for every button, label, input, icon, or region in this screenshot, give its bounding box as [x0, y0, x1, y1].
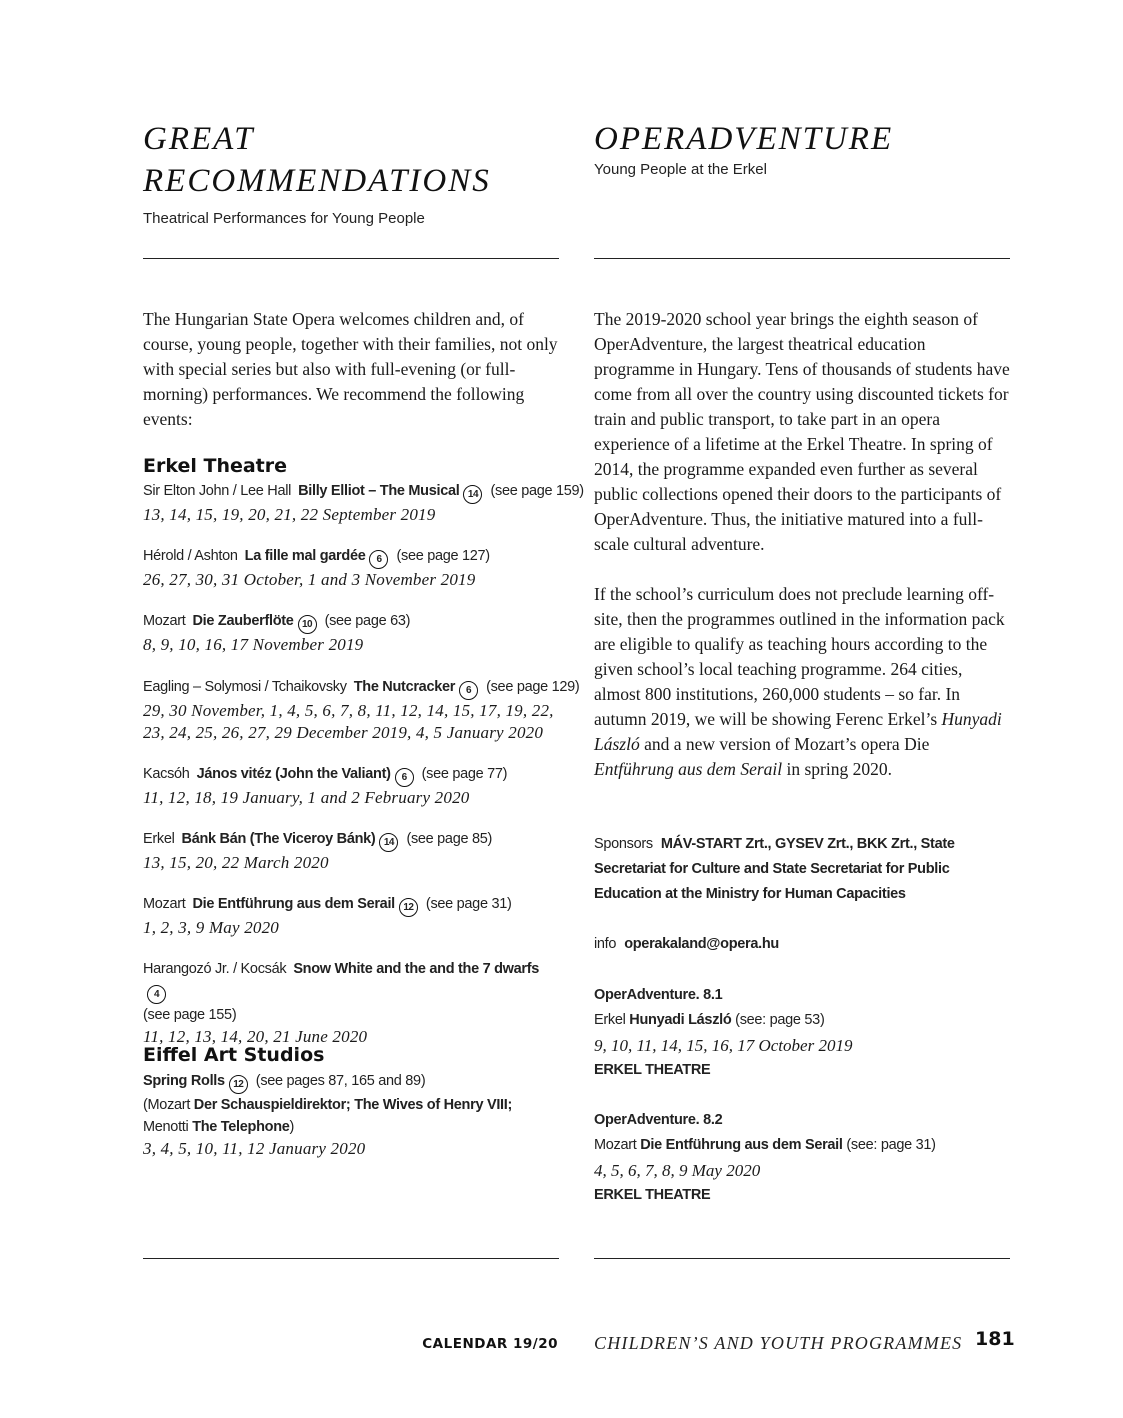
left-title [143, 118, 583, 202]
operadventure-8-2 [594, 1108, 1010, 1208]
event-title: Bánk Bán (The Viceroy Bánk) [181, 831, 376, 847]
page-reference: (see page 155) [143, 1007, 237, 1023]
left-intro: The Hungarian State Opera welcomes children and, of course, young people, together with their families, not only with special series but also with full-evening (or full-morning) performances. We recommend the following events: [143, 309, 558, 429]
event-composer: Mozart [143, 613, 186, 629]
venue-heading-eiffel: Eiffel Art Studios [143, 1044, 325, 1066]
left-title-line1: GREAT [143, 121, 255, 157]
age-rating-badge: 6 [395, 768, 414, 787]
oa-dates: 4, 5, 6, 7, 8, 9 May 2020 [594, 1161, 761, 1180]
age-rating-badge: 12 [229, 1075, 248, 1094]
page-number: 181 [975, 1328, 1015, 1350]
operadventure-8-1 [594, 983, 1010, 1083]
page-reference: (see page 31) [425, 896, 512, 912]
sponsors-label: Sponsors [594, 836, 653, 852]
page-reference: (see page 63) [324, 613, 411, 629]
event-die-zauberflote [143, 610, 563, 656]
oa-venue: ERKEL THEATRE [594, 1062, 711, 1078]
info-block [594, 932, 1010, 957]
event-dates: 13, 15, 20, 22 March 2020 [143, 853, 329, 872]
page-reference: (see page 129) [486, 679, 580, 695]
event-title: The Nutcracker [353, 679, 456, 695]
closing-paren: ) [289, 1119, 295, 1135]
event-title: Spring Rolls [143, 1073, 225, 1089]
age-rating-badge: 14 [463, 485, 482, 504]
oa-work: Die Entführung aus dem Serail [640, 1137, 843, 1153]
footer-calendar-label: CALENDAR 19/20 [422, 1336, 558, 1352]
event-composer: Menotti [143, 1119, 189, 1135]
event-composer: Eagling – Solymosi / Tchaikovsky [143, 679, 347, 695]
page-reference: (see page 77) [421, 766, 508, 782]
right-title: OPERADVENTURE [594, 121, 894, 157]
oa-venue: ERKEL THEATRE [594, 1187, 711, 1203]
right-subtitle: Young People at the Erkel [594, 161, 767, 178]
paragraph-italic: Entführung aus dem Serail [594, 759, 783, 779]
event-title: Billy Elliot – The Musical [298, 483, 460, 499]
event-composer: Hérold / Ashton [143, 548, 238, 564]
event-title-secondary: Der Schauspieldirektor; The Wives of Henry VIII; [193, 1097, 513, 1113]
age-rating-badge: 12 [399, 898, 418, 917]
event-title-tertiary: The Telephone [192, 1119, 290, 1135]
page-reference: (see: page 31) [846, 1137, 936, 1153]
paragraph-italic: Hunyadi László [594, 709, 1002, 754]
event-snow-white [143, 958, 563, 1048]
event-dates: 11, 12, 18, 19 January, 1 and 2 February 2020 [143, 788, 470, 807]
operadventure-paragraph-2 [594, 582, 1010, 782]
oa-composer: Mozart [594, 1137, 637, 1153]
event-janos-vitez [143, 763, 563, 809]
event-bank-ban [143, 828, 563, 874]
page-reference: (see page 159) [490, 483, 584, 499]
event-la-fille-mal-gardee [143, 545, 563, 591]
paragraph-text: If the school’s curriculum does not preclude learning off-site, then the programmes outlined in the information pack are eligible to qualify as teaching hours according to the given school’s local teaching programme. 264 cities, almost 800 institutions, 260,000 students – so far. In autumn 2019, we will be showing Ferenc Erkel’s [594, 584, 1005, 729]
venue-heading-erkel: Erkel Theatre [143, 455, 288, 477]
event-title: Snow White and the and the 7 dwarfs [293, 961, 539, 977]
event-the-nutcracker [143, 676, 580, 744]
oa-dates: 9, 10, 11, 14, 15, 16, 17 October 2019 [594, 1036, 853, 1055]
event-dates: 8, 9, 10, 16, 17 November 2019 [143, 635, 364, 654]
event-composer: Erkel [143, 831, 175, 847]
event-composer: (Mozart [143, 1097, 191, 1113]
event-composer: Kacsóh [143, 766, 190, 782]
event-dates: 13, 14, 15, 19, 20, 21, 22 September 2019 [143, 505, 436, 524]
page-reference: (see pages 87, 165 and 89) [255, 1073, 426, 1089]
event-billy-elliot [143, 480, 584, 526]
event-dates: 11, 12, 13, 14, 20, 21 June 2020 [143, 1027, 368, 1046]
event-title: Die Entführung aus dem Serail [192, 896, 395, 912]
footer-section-title: CHILDREN’S AND YOUTH PROGRAMMES [594, 1333, 963, 1353]
event-title: La fille mal gardée [244, 548, 366, 564]
age-rating-badge: 14 [379, 833, 398, 852]
left-top-divider [143, 258, 559, 259]
age-rating-badge: 4 [147, 985, 166, 1004]
operadventure-paragraph-1: The 2019-2020 school year brings the eighth season of OperAdventure, the largest theatrical education programme in Hungary. Tens of thousands of students have come from all over the country using discounted tickets for train and public transport, to take part in an opera experience of a lifetime at the Erkel Theatre. In spring of 2014, the programme expanded even further as several public collections opened their doors to the participants of OperAdventure. Thus, the initiative matured into a full-scale cultural adventure. [594, 309, 1010, 554]
oa-work: Hunyadi László [629, 1012, 732, 1028]
page-reference: (see page 85) [406, 831, 493, 847]
event-composer: Harangozó Jr. / Kocsák [143, 961, 287, 977]
left-subtitle: Theatrical Performances for Young People [143, 210, 425, 227]
event-dates: 29, 30 November, 1, 4, 5, 6, 7, 8, 11, 12, 14, 15, 17, 19, 22, 23, 24, 25, 26, 27, 29 December 2019, 4, 5 January 2020 [143, 701, 554, 742]
page-reference: (see: page 53) [735, 1012, 825, 1028]
sponsors-block [594, 832, 1010, 907]
page-reference: (see page 127) [396, 548, 490, 564]
right-bottom-divider [594, 1258, 1010, 1259]
left-title-line2: RECOMMENDATIONS [143, 163, 491, 199]
event-die-entfuhrung [143, 893, 563, 939]
oa-heading: OperAdventure. 8.2 [594, 1112, 723, 1128]
age-rating-badge: 6 [459, 681, 478, 700]
event-dates: 26, 27, 30, 31 October, 1 and 3 November 2019 [143, 570, 476, 589]
age-rating-badge: 6 [369, 550, 388, 569]
right-top-divider [594, 258, 1010, 259]
paragraph-text: and a new version of Mozart’s opera Die [639, 734, 930, 754]
oa-composer: Erkel [594, 1012, 626, 1028]
event-composer: Sir Elton John / Lee Hall [143, 483, 292, 499]
info-label: info [594, 936, 617, 952]
event-composer: Mozart [143, 896, 186, 912]
age-rating-badge: 10 [298, 615, 317, 634]
event-spring-rolls [143, 1070, 563, 1160]
event-title: Die Zauberflöte [192, 613, 294, 629]
sponsors-list: MÁV-START Zrt., GYSEV Zrt., BKK Zrt., State Secretariat for Culture and State Secretariat for Public Education at the Ministry for Human Capacities [594, 836, 955, 902]
event-dates: 3, 4, 5, 10, 11, 12 January 2020 [143, 1139, 366, 1158]
left-bottom-divider [143, 1258, 559, 1259]
event-dates: 1, 2, 3, 9 May 2020 [143, 918, 280, 937]
info-email-link[interactable]: operakaland@opera.hu [624, 936, 779, 952]
oa-heading: OperAdventure. 8.1 [594, 987, 723, 1003]
event-title: János vitéz (John the Valiant) [196, 766, 391, 782]
paragraph-text: in spring 2020. [782, 759, 892, 779]
